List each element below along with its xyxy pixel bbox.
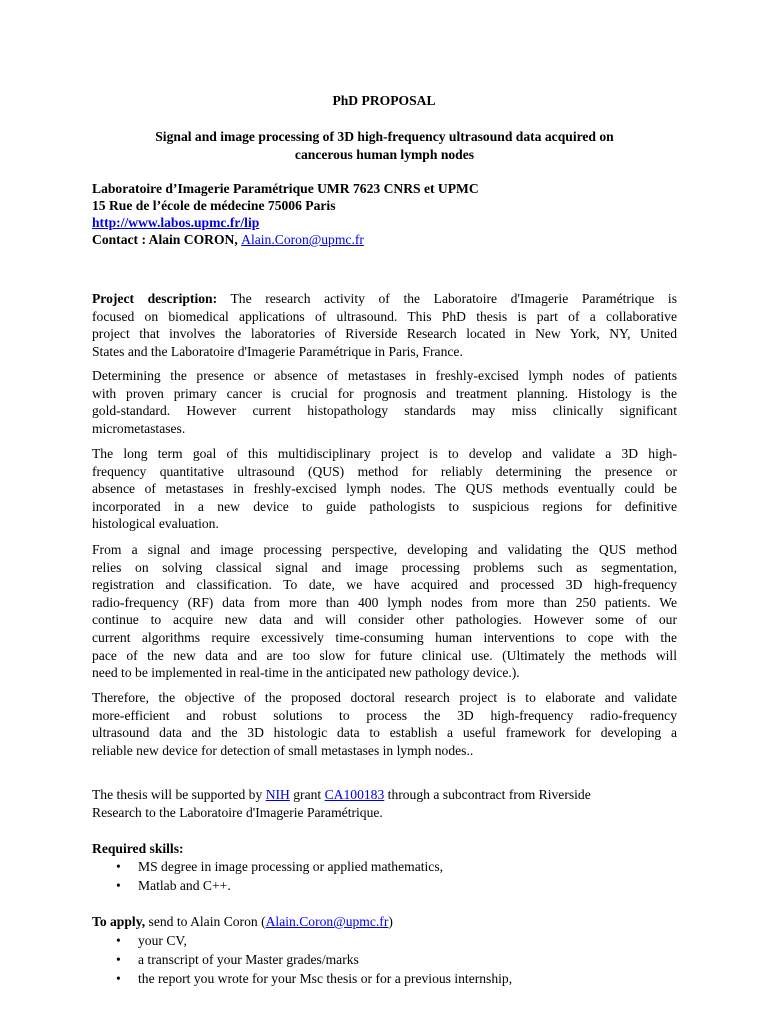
apply-text-close: ) [388,914,393,929]
paragraph-line: incorporated in a new device to guide pathologists to suspicious regions for definitive [92,498,677,514]
bullet-icon: • [116,933,121,948]
paragraph-line: continue to acquire new data and will consider other pathologies. However some of our [92,612,677,628]
paragraph-line: micrometastases. [92,420,186,436]
project-description-paragraph [92,290,677,360]
paragraph-line: frequency quantitative ultrasound (QUS) method for reliably determining the presence or [92,463,677,479]
paragraph-line: States and the Laboratoire d'Imagerie Paramétrique in Paris, France. [92,343,463,359]
list-item: MS degree in image processing or applied mathematics, [138,859,444,874]
list-item: the report you wrote for your Msc thesis or for a previous internship, [138,971,513,986]
apply-list [0,932,768,992]
lab-url-link[interactable]: http://www.labos.upmc.fr/lip [92,215,260,230]
paragraph-line: reliable new device for detection of small metastases in lymph nodes.. [92,742,474,758]
support-text-pre: The thesis will be supported by [92,787,266,802]
grant-link[interactable]: CA100183 [324,787,385,802]
apply-line [92,913,393,931]
paragraph-line: relies on solving classical signal and image processing problems such as segmentation, [92,559,677,575]
bullet-icon: • [116,952,121,967]
paragraph-line: with proven primary cancer is crucial for prognosis and treatment planning. Histology is the [92,385,677,401]
support-line-2: Research to the Laboratoire d'Imagerie Paramétrique. [92,804,383,820]
list-item: Matlab and C++. [138,878,231,893]
paragraph-line: radio-frequency (RF) data from more than 400 lymph nodes from more than 250 patients. We [92,594,677,610]
support-line-1 [92,786,692,804]
paragraph-line: project that involves the laboratories of Riverside Research located in New York, NY, United [92,326,677,342]
bullet-icon: • [116,878,121,893]
paragraph-line: From a signal and image processing perspective, developing and validating the QUS method [92,542,677,557]
paragraph-line: gold-standard. However current histopathology standards may miss clinically significant [92,403,677,419]
paragraph-line: pace of the new data and are too slow for future clinical use. (Ultimately the methods will [92,647,677,663]
contact-line [92,231,364,249]
paragraph-line: Therefore, the objective of the proposed doctoral research project is to elaborate and validate [92,690,677,705]
apply-label: To apply, [92,914,146,929]
bullet-icon: • [116,971,121,986]
lab-name: Laboratoire d’Imagerie Paramétrique UMR 7623 CNRS et UPMC [92,181,479,196]
document-title: PhD PROPOSAL [332,93,436,108]
lab-address: 15 Rue de l’école de médecine 75006 Paris [92,198,336,213]
paragraph-line: ultrasound data and the 3D histologic data to establish a useful framework for developing a [92,725,677,741]
apply-email-link[interactable]: Alain.Coron@upmc.fr [265,914,389,929]
paragraph-line: focused on biomedical applications of ultrasound. This PhD thesis is part of a collaborative [92,308,677,324]
paragraph-line: The long term goal of this multidisciplinary project is to develop and validate a 3D high- [92,446,677,461]
apply-text: send to Alain Coron ( [145,914,266,929]
paragraph-line: need to be implemented in real-time in the anticipated new pathology device.). [92,665,520,681]
paragraph-line: Determining the presence or absence of metastases in freshly-excised lymph nodes of patients [92,368,677,383]
nih-link[interactable]: NIH [265,787,290,802]
paragraph-line: histological evaluation. [92,516,219,532]
paragraph-line: The research activity of the Laboratoire d'Imagerie Paramétrique is [217,291,677,306]
contact-email-link[interactable]: Alain.Coron@upmc.fr [241,232,364,247]
skills-heading: Required skills: [92,841,184,856]
document-subtitle-line1: Signal and image processing of 3D high-frequency ultrasound data acquired on [155,129,614,144]
objective-paragraph [92,689,677,759]
contact-label: Contact : Alain CORON, [92,232,242,247]
paragraph-line: current algorithms require excessively time-consuming human interventions to cope with the [92,629,677,645]
list-item: your CV, [138,933,187,948]
paragraph-line: registration and classification. To date, we have acquired and processed 3D high-frequency [92,577,677,593]
paragraph-line: more-efficient and robust solutions to process the 3D high-frequency radio-frequency [92,707,677,723]
bullet-icon: • [116,859,121,874]
metastases-paragraph [92,367,677,437]
signal-processing-paragraph [92,541,677,682]
support-text-post: through a subcontract from Riverside [384,787,591,802]
document-subtitle-line2: cancerous human lymph nodes [294,147,475,162]
skills-list [0,858,768,894]
paragraph-line: absence of metastases in freshly-excised lymph nodes. The QUS methods eventually could be [92,481,677,497]
goal-paragraph [92,445,677,533]
support-text-mid: grant [289,787,325,802]
project-description-label: Project description: [92,291,218,306]
support-paragraph [92,786,692,821]
list-item: a transcript of your Master grades/marks [138,952,359,967]
